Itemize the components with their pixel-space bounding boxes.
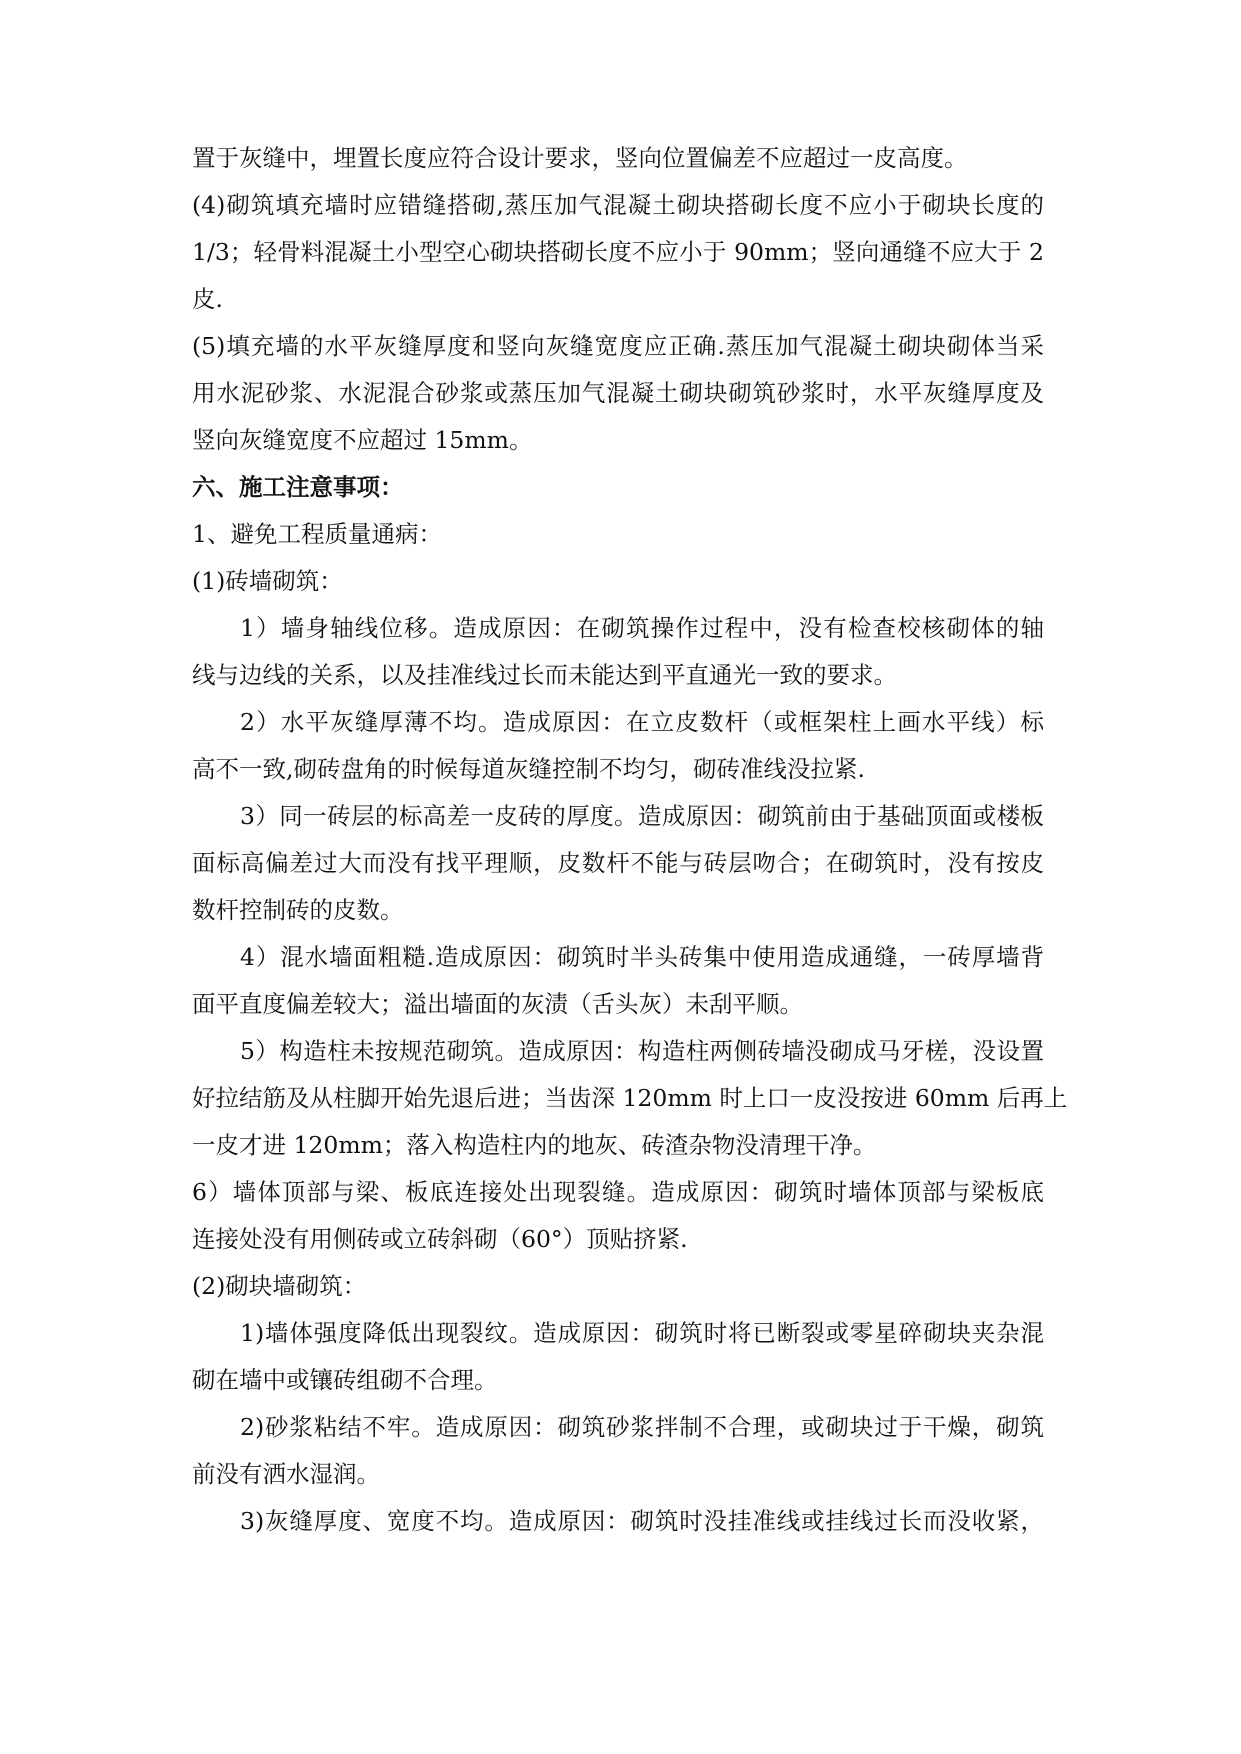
item-heading: (2)砌块墙砌筑： [192,1272,367,1300]
text-line: 3）同一砖层的标高差一皮砖的厚度。造成原因：砌筑前由于基础顶面或楼板 [240,802,1044,830]
text-line: 面平直度偏差较大；溢出墙面的灰渍（舌头灰）未刮平顺。 [192,990,803,1018]
text-line: 2)砂浆粘结不牢。造成原因：砌筑砂浆拌制不合理，或砌块过于干燥，砌筑 [240,1413,1044,1441]
text-line: 5）构造柱未按规范砌筑。造成原因：构造柱两侧砖墙没砌成马牙槎，没设置 [240,1037,1044,1065]
item-heading: (1)砖墙砌筑： [192,567,343,595]
text-line: 数杆控制砖的皮数。 [192,896,404,924]
text-line: (4)砌筑填充墙时应错缝搭砌,蒸压加气混凝土砌块搭砌长度不应小于砌块长度的 [192,191,1044,219]
text-line: (5)填充墙的水平灰缝厚度和竖向灰缝宽度应正确.蒸压加气混凝土砌块砌体当采 [192,332,1044,360]
text-line: 1)墙体强度降低出现裂纹。造成原因：砌筑时将已断裂或零星碎砌块夹杂混 [240,1319,1044,1347]
subsection-heading: 1、避免工程质量通病： [192,520,442,548]
text-line: 连接处没有用侧砖或立砖斜砌（60°）顶贴挤紧. [192,1225,688,1253]
text-line: 一皮才进 120mm；落入构造柱内的地灰、砖渣杂物没清理干净。 [192,1131,877,1159]
text-line: 线与边线的关系，以及挂准线过长而未能达到平直通光一致的要求。 [192,661,897,689]
text-line: 1）墙身轴线位移。造成原因：在砌筑操作过程中，没有检查校核砌体的轴 [240,614,1044,642]
text-line: 皮. [192,285,223,313]
text-line: 置于灰缝中，埋置长度应符合设计要求，竖向位置偏差不应超过一皮高度。 [192,144,968,172]
section-heading: 六、施工注意事项： [192,473,404,501]
text-line: 高不一致,砌砖盘角的时候每道灰缝控制不均匀，砌砖准线没拉紧. [192,755,865,783]
text-line: 砌在墙中或镶砖组砌不合理。 [192,1366,498,1394]
text-line: 用水泥砂浆、水泥混合砂浆或蒸压加气混凝土砌块砌筑砂浆时，水平灰缝厚度及 [192,379,1044,407]
text-line: 面标高偏差过大而没有找平理顺，皮数杆不能与砖层吻合；在砌筑时，没有按皮 [192,849,1044,877]
text-line: 3)灰缝厚度、宽度不均。造成原因：砌筑时没挂准线或挂线过长而没收紧， [240,1507,1044,1535]
text-line: 好拉结筋及从柱脚开始先退后进；当齿深 120mm 时上口一皮没按进 60mm 后再上 [192,1084,1068,1112]
text-line: 2）水平灰缝厚薄不均。造成原因：在立皮数杆（或框架柱上画水平线）标 [240,708,1044,736]
text-line: 4）混水墙面粗糙.造成原因：砌筑时半头砖集中使用造成通缝，一砖厚墙背 [240,943,1044,971]
text-line: 6）墙体顶部与梁、板底连接处出现裂缝。造成原因：砌筑时墙体顶部与梁板底 [192,1178,1044,1206]
text-line: 竖向灰缝宽度不应超过 15mm。 [192,426,533,454]
text-line: 1/3；轻骨料混凝土小型空心砌块搭砌长度不应小于 90mm；竖向通缝不应大于 2 [192,238,1044,266]
text-line: 前没有洒水湿润。 [192,1460,380,1488]
